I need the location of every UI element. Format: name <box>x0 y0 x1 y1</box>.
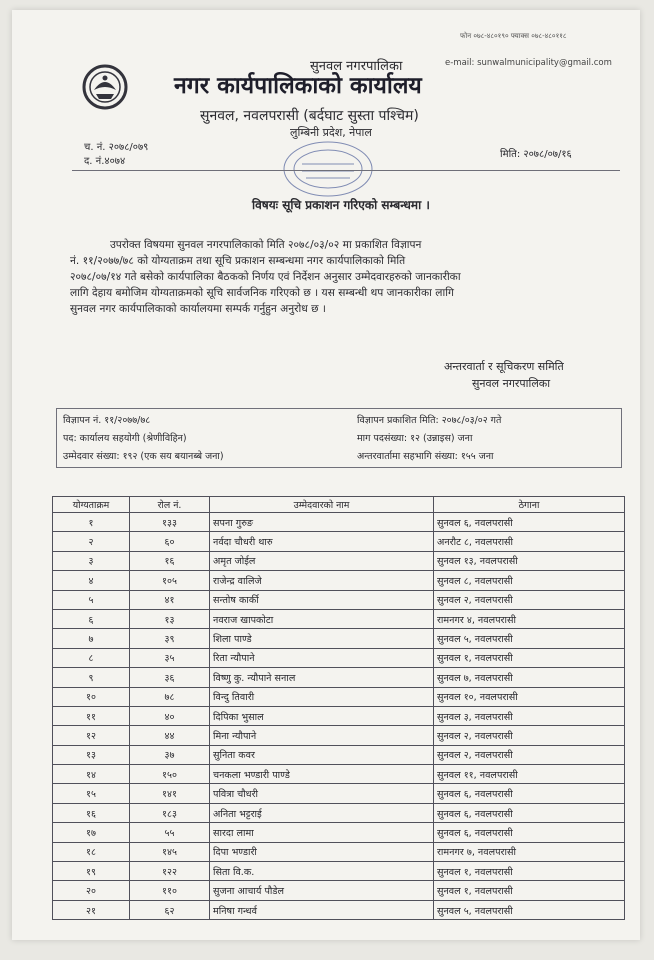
body-line: उपरोक्त विषयमा सुनवल नगरपालिकाको मिति २०७८/०३/०२ मा प्रकाशित विज्ञापन <box>110 239 422 251</box>
name-cell: अनिता भट्टराई <box>210 803 434 822</box>
rank-cell: ८ <box>53 648 130 667</box>
name-cell: सन्तोष कार्की <box>210 590 434 609</box>
rank-cell: १२ <box>53 726 130 745</box>
address-cell: सुनवल २, नवलपरासी <box>434 745 625 764</box>
roll-cell: १५० <box>130 765 210 784</box>
demand-positions: माग पदसंख्या: १२ (उन्नाइस) जना <box>357 433 473 444</box>
name-cell: सपना गुरुङ <box>210 513 434 532</box>
roll-cell: ११० <box>130 881 210 900</box>
body-paragraph <box>70 237 622 317</box>
rank-cell: १८ <box>53 842 130 861</box>
name-cell: पवित्रा चौधरी <box>210 784 434 803</box>
name-cell: राजेन्द्र वालिजे <box>210 571 434 590</box>
roll-cell: १८३ <box>130 803 210 822</box>
letter-date: मिति: २०७८/०७/१६ <box>500 149 572 160</box>
rank-cell: ७ <box>53 629 130 648</box>
rank-cell: १० <box>53 687 130 706</box>
name-cell: सुजना आचार्य पौडेल <box>210 881 434 900</box>
roll-cell: ७८ <box>130 687 210 706</box>
rank-cell: ४ <box>53 571 130 590</box>
address-cell: सुनवल ६, नवलपरासी <box>434 513 625 532</box>
roll-cell: १६ <box>130 551 210 570</box>
rank-cell: ५ <box>53 590 130 609</box>
address-cell: सुनवल ६, नवलपरासी <box>434 823 625 842</box>
address-cell: सुनवल ७, नवलपरासी <box>434 668 625 687</box>
post-title: पद: कार्यालय सहयोगी (श्रेणीविहिन) <box>63 433 187 444</box>
address-cell: सुनवल १०, नवलपरासी <box>434 687 625 706</box>
vacancy-info-box <box>56 408 622 468</box>
interviewed-count: अन्तरवार्तामा सहभागि संख्या: १५५ जना <box>357 451 494 462</box>
rank-cell: २० <box>53 881 130 900</box>
table-row <box>53 513 625 532</box>
table-row <box>53 571 625 590</box>
table-row <box>53 609 625 628</box>
table-row <box>53 726 625 745</box>
address-cell: अनरौट ८, नवलपरासी <box>434 532 625 551</box>
municipality-name: सुनवल नगरपालिका <box>310 59 403 74</box>
roll-cell: ३६ <box>130 668 210 687</box>
roll-cell: ३७ <box>130 745 210 764</box>
signatory-municipality: सुनवल नगरपालिका <box>472 377 551 390</box>
rank-cell: ११ <box>53 706 130 725</box>
table-row <box>53 900 625 919</box>
address-cell: सुनवल ५, नवलपरासी <box>434 900 625 919</box>
name-cell: नर्वदा चौधरी थारु <box>210 532 434 551</box>
table-row <box>53 881 625 900</box>
rank-cell: १ <box>53 513 130 532</box>
merit-list-table <box>52 496 625 920</box>
table-row <box>53 648 625 667</box>
header-rank: योग्यताक्रम <box>53 497 130 513</box>
address-cell: सुनवल २, नवलपरासी <box>434 590 625 609</box>
table-row <box>53 687 625 706</box>
header-address: ठेगाना <box>434 497 625 513</box>
letter-page <box>12 10 640 940</box>
address-cell: सुनवल ५, नवलपरासी <box>434 629 625 648</box>
table-row <box>53 706 625 725</box>
address-cell: सुनवल ११, नवलपरासी <box>434 765 625 784</box>
table-row <box>53 765 625 784</box>
roll-cell: १४१ <box>130 784 210 803</box>
rank-cell: १५ <box>53 784 130 803</box>
rank-cell: २ <box>53 532 130 551</box>
name-cell: दिपिका भुसाल <box>210 706 434 725</box>
body-line: सुनवल नगर कार्यपालिकाको कार्यालयमा सम्पर्क गर्नुहुन अनुरोध छ । <box>70 303 326 315</box>
dispatch-number: द. नं.४०७४ <box>84 156 126 167</box>
roll-cell: ३९ <box>130 629 210 648</box>
table-row <box>53 745 625 764</box>
roll-cell: ४० <box>130 706 210 725</box>
rank-cell: १९ <box>53 862 130 881</box>
address-cell: सुनवल १, नवलपरासी <box>434 648 625 667</box>
header-roll: रोल नं. <box>130 497 210 513</box>
table-row <box>53 823 625 842</box>
applicant-count: उम्मेदवार संख्या: १९२ (एक सय बयानब्बे जना) <box>63 451 224 462</box>
rank-cell: २१ <box>53 900 130 919</box>
roll-cell: १३ <box>130 609 210 628</box>
table-body <box>53 513 625 920</box>
address-cell: सुनवल १, नवलपरासी <box>434 881 625 900</box>
phone-fax-line: फोन ०७८-४८०१९० फ्याक्स ०७८-४८०११८ <box>460 32 567 40</box>
name-cell: शिला पाण्डे <box>210 629 434 648</box>
advertisement-date: विज्ञापन प्रकाशित मिति: २०७८/०३/०२ गते <box>357 415 502 426</box>
name-cell: चनकला भण्डारी पाण्डे <box>210 765 434 784</box>
rank-cell: १४ <box>53 765 130 784</box>
header-name: उम्मेदवारको नाम <box>210 497 434 513</box>
rank-cell: ६ <box>53 609 130 628</box>
table-header-row <box>53 497 625 513</box>
address-cell: सुनवल २, नवलपरासी <box>434 726 625 745</box>
body-line: नं. ११/२०७७/७८ को योग्यताक्रम तथा सूचि प्रकाशन सम्बन्धमा नगर कार्यपालिकाको मिति <box>70 255 406 267</box>
name-cell: विष्णु कु. न्यौपाने सनाल <box>210 668 434 687</box>
nepal-emblem-icon <box>82 64 128 110</box>
rank-cell: १७ <box>53 823 130 842</box>
office-title: नगर कार्यपालिकाको कार्यालय <box>174 73 422 99</box>
name-cell: सिता वि.क. <box>210 862 434 881</box>
roll-cell: १०५ <box>130 571 210 590</box>
roll-cell: ६० <box>130 532 210 551</box>
table-row <box>53 590 625 609</box>
name-cell: मिना न्यौपाने <box>210 726 434 745</box>
address-cell: रामनगर ४, नवलपरासी <box>434 609 625 628</box>
table-row <box>53 532 625 551</box>
roll-cell: १४५ <box>130 842 210 861</box>
rank-cell: ३ <box>53 551 130 570</box>
address-cell: सुनवल ३, नवलपरासी <box>434 706 625 725</box>
roll-cell: ६२ <box>130 900 210 919</box>
name-cell: सुनिता कवर <box>210 745 434 764</box>
roll-cell: १२२ <box>130 862 210 881</box>
name-cell: नवराज खापकोटा <box>210 609 434 628</box>
body-line: २०७८/०७/१४ गते बसेको कार्यपालिका बैठकको निर्णय एवं निर्देशन अनुसार उम्मेदवारहरुको जानकारीका <box>70 271 461 283</box>
header-divider <box>72 170 620 171</box>
name-cell: रिता न्यौपाने <box>210 648 434 667</box>
address-cell: सुनवल ६, नवलपरासी <box>434 784 625 803</box>
roll-cell: ३५ <box>130 648 210 667</box>
table-row <box>53 784 625 803</box>
table-row <box>53 862 625 881</box>
committee-name: अन्तरवार्ता र सूचिकरण समिति <box>444 360 564 373</box>
email-address: e-mail: sunwalmunicipality@gmail.com <box>445 58 612 68</box>
address-cell: सुनवल १, नवलपरासी <box>434 862 625 881</box>
name-cell: विन्दु तिवारी <box>210 687 434 706</box>
roll-cell: १३३ <box>130 513 210 532</box>
office-address: सुनवल, नवलपरासी (बर्दघाट सुस्ता पश्चिम) <box>200 108 419 124</box>
rank-cell: ९ <box>53 668 130 687</box>
rank-cell: १६ <box>53 803 130 822</box>
advertisement-number: विज्ञापन नं. ११/२०७७/७८ <box>63 415 151 426</box>
address-cell: सुनवल ६, नवलपरासी <box>434 803 625 822</box>
roll-cell: ५५ <box>130 823 210 842</box>
reference-number: च. नं. २०७८/०७९ <box>84 142 149 153</box>
province-country: लुम्बिनी प्रदेश, नेपाल <box>290 126 372 139</box>
address-cell: सुनवल १३, नवलपरासी <box>434 551 625 570</box>
address-cell: रामनगर ७, नवलपरासी <box>434 842 625 861</box>
table-row <box>53 842 625 861</box>
body-line: लागि देहाय बमोजिम योग्यताक्रमको सूचि सार्वजनिक गरिएको छ । यस सम्बन्धी थप जानकारीका लागि <box>70 287 454 299</box>
name-cell: सारदा लामा <box>210 823 434 842</box>
table-row <box>53 668 625 687</box>
address-cell: सुनवल ८, नवलपरासी <box>434 571 625 590</box>
name-cell: दिपा भण्डारी <box>210 842 434 861</box>
roll-cell: ४१ <box>130 590 210 609</box>
subject-line: विषयः सूचि प्रकाशन गरिएको सम्बन्धमा । <box>252 198 430 212</box>
roll-cell: ४४ <box>130 726 210 745</box>
table-row <box>53 629 625 648</box>
rank-cell: १३ <box>53 745 130 764</box>
table-row <box>53 551 625 570</box>
name-cell: मनिषा गन्धर्व <box>210 900 434 919</box>
name-cell: अमृत जोईल <box>210 551 434 570</box>
official-stamp-icon <box>280 138 376 200</box>
table-row <box>53 803 625 822</box>
